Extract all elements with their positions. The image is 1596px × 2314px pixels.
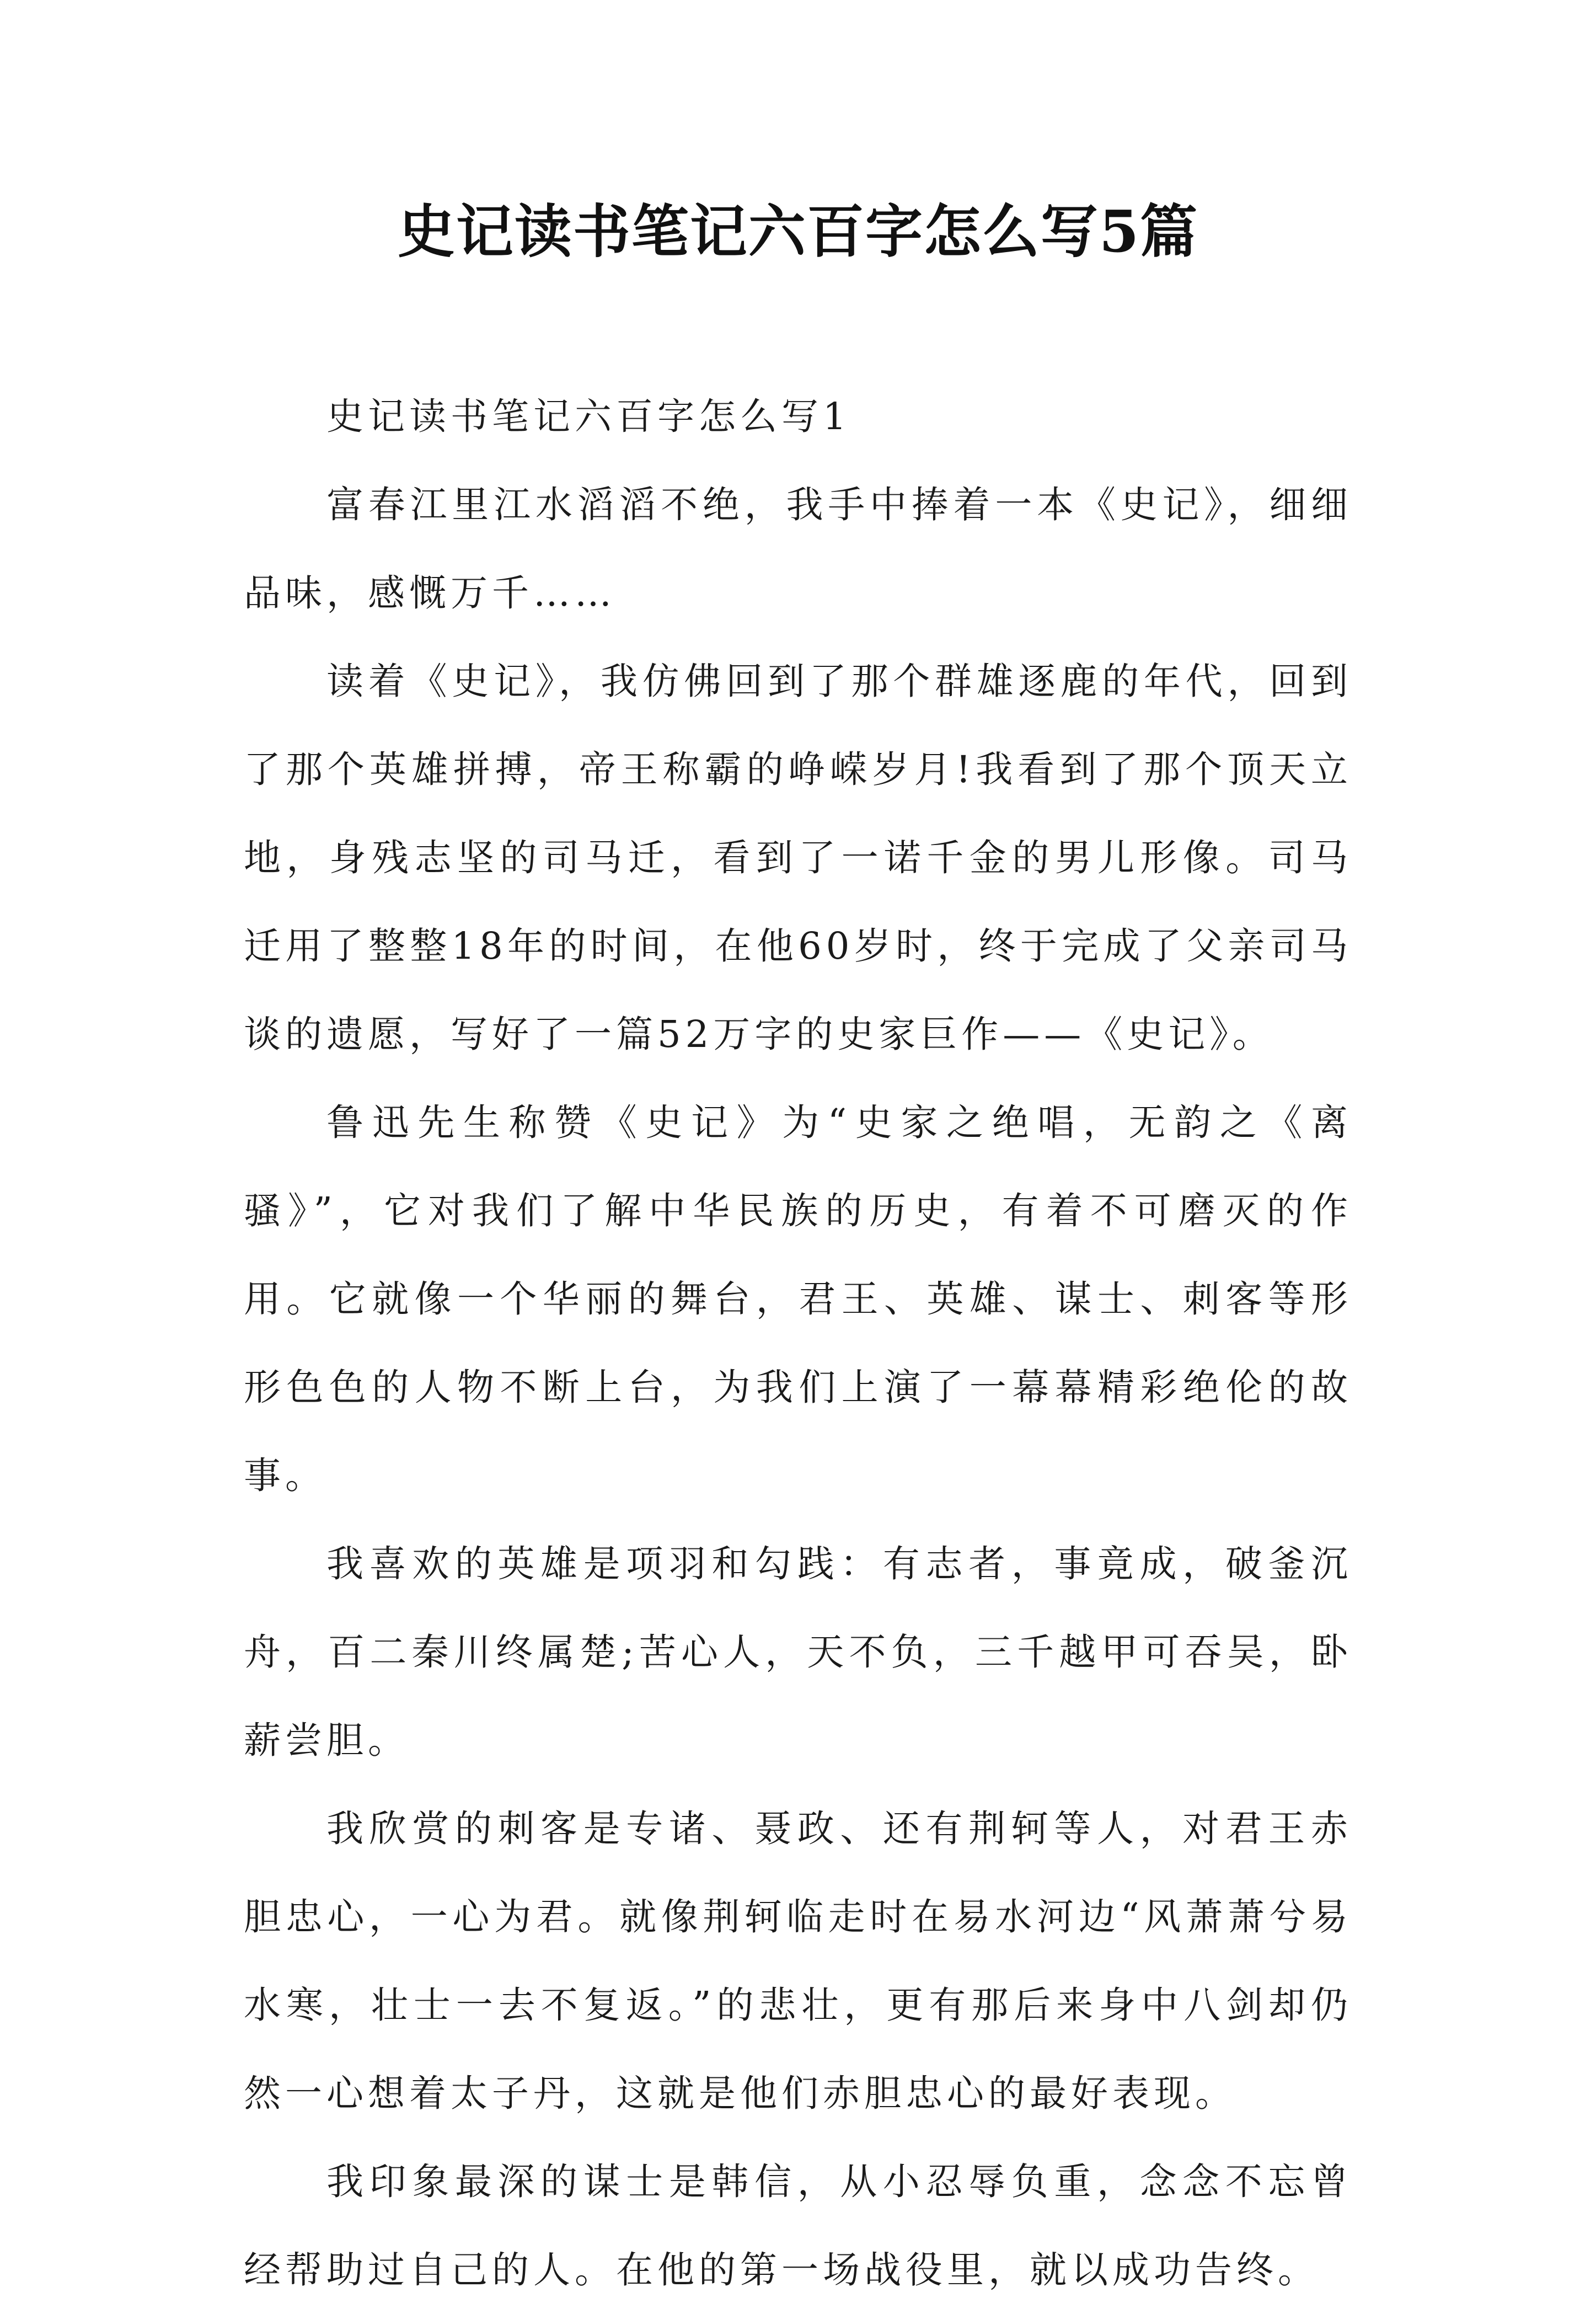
paragraph: 富春江里江水滔滔不绝，我手中捧着一本《史记》，细细品味，感慨万千…… — [244, 483, 1352, 614]
paragraph: 鲁迅先生称赞《史记》为“史家之绝唱，无韵之《离骚》”，它对我们了解中华民族的历史，有着不可磨灭的作用。它就像一个华丽的舞台，君王、英雄、谋士、刺客等形形色色的人物不断上台，为我们上演了一幕幕精彩绝伦的故事。 — [244, 1101, 1352, 1497]
paragraph: 我印象最深的谋士是韩信，从小忍辱负重，念念不忘曾经帮助过自己的人。在他的第一场战役里，就以成功告终。 — [244, 2160, 1352, 2291]
section-heading: 史记读书笔记六百字怎么写1 — [326, 395, 851, 438]
paragraph: 我欣赏的刺客是专诸、聂政、还有荆轲等人，对君王赤胆忠心，一心为君。就像荆轲临走时在易水河边“风萧萧兮易水寒，壮士一去不复返。”的悲壮，更有那后来身中八剑却仍然一心想着太子丹，这就是他们赤胆忠心的最好表现。 — [244, 1807, 1353, 2115]
document-body — [244, 372, 1352, 2314]
document-title: 史记读书笔记六百字怎么写5篇 — [397, 197, 1199, 265]
paragraph: 读着《史记》，我仿佛回到了那个群雄逐鹿的年代，回到了那个英雄拼搏，帝王称霸的峥嵘岁月!我看到了那个顶天立地，身残志坚的司马迁，看到了一诺千金的男儿形像。司马迁用了整整18年的时间，在他60岁时，终于完成了父亲司马谈的遗愿，写好了一篇52万字的史家巨作——《史记》。 — [244, 660, 1353, 1056]
paragraph: 我喜欢的英雄是项羽和勾践：有志者，事竟成，破釜沉舟，百二秦川终属楚;苦心人，天不负，三千越甲可吞吴，卧薪尝胆。 — [244, 1542, 1352, 1762]
